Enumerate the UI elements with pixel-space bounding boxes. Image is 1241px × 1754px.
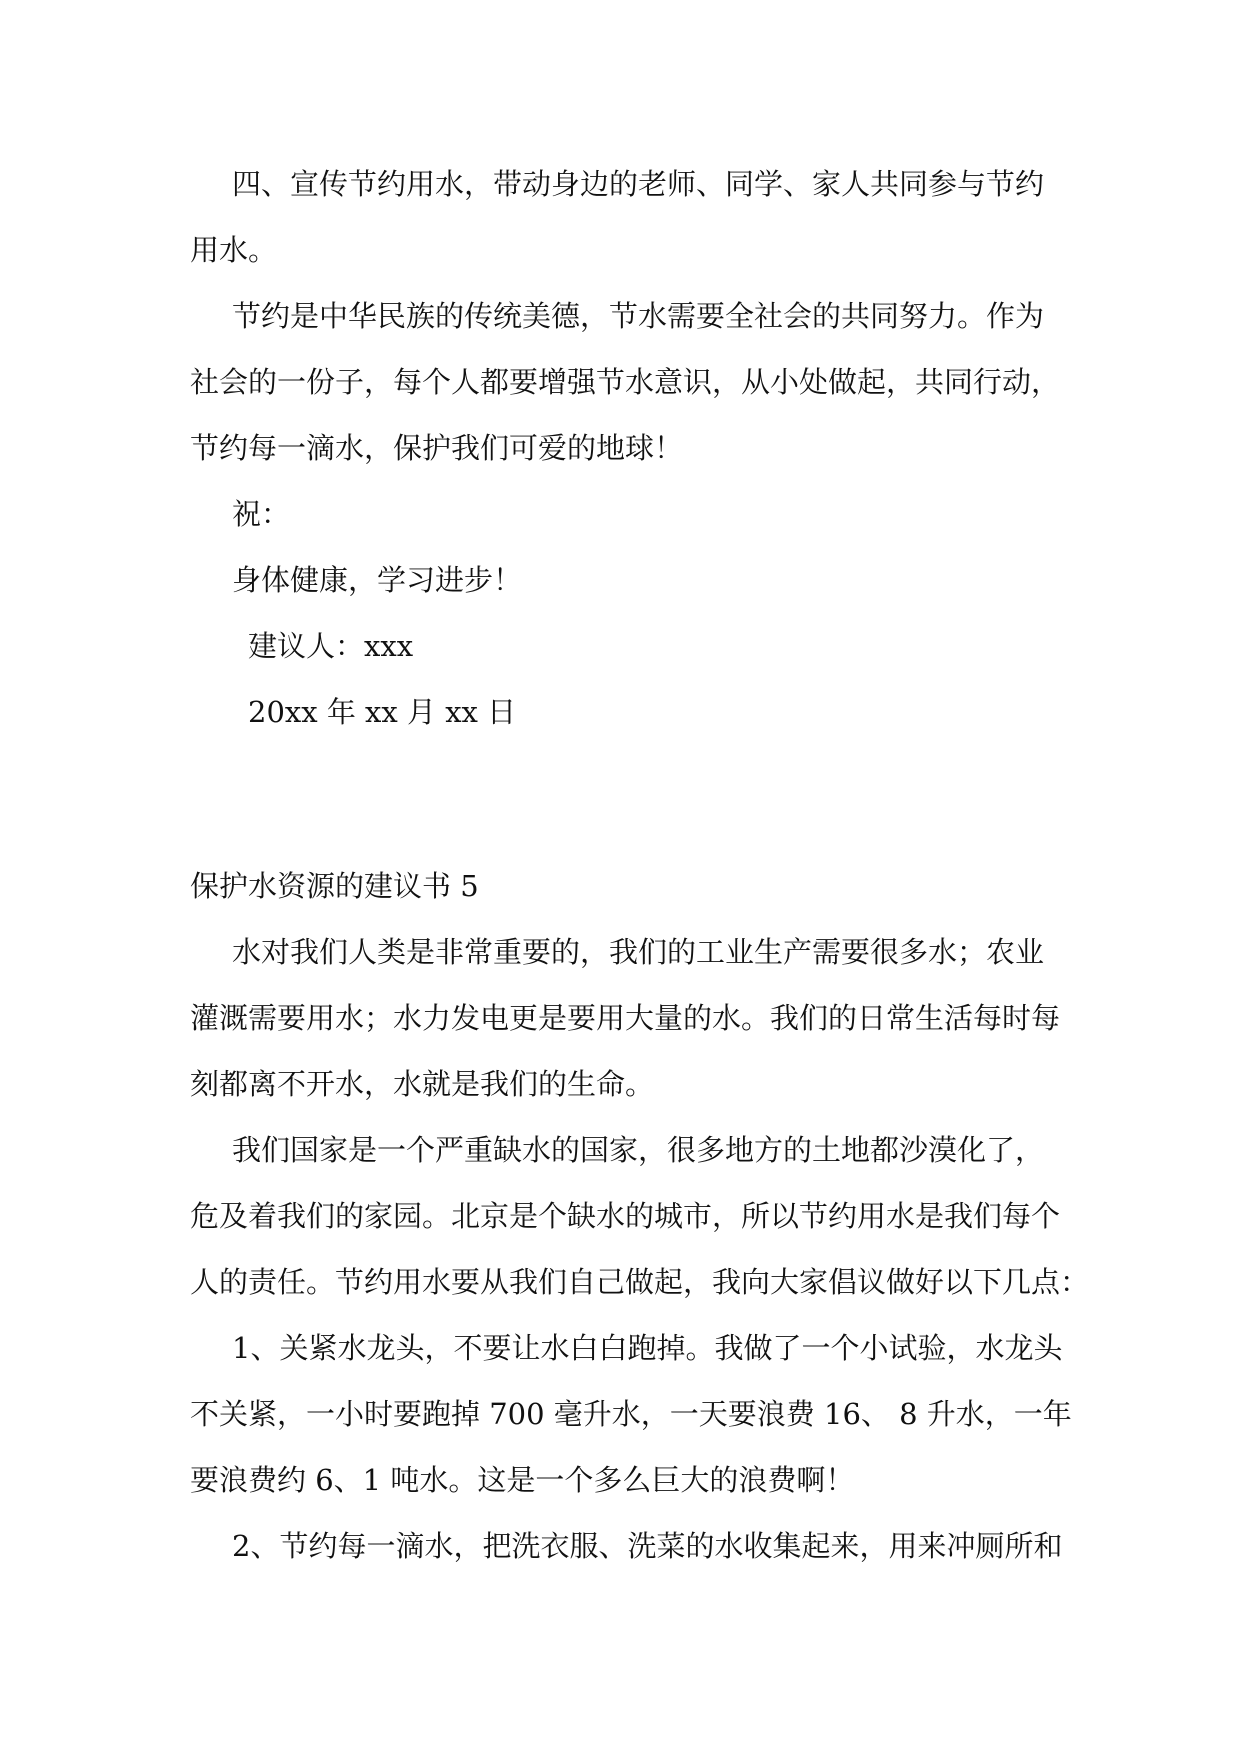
paragraph-water-line-1: 水对我们人类是非常重要的，我们的工业生产需要很多水；农业 (232, 935, 1045, 969)
signature: 建议人：xxx (248, 629, 414, 663)
paragraph-water-line-2: 灌溉需要用水；水力发电更是要用大量的水。我们的日常生活每时每 (190, 1001, 1061, 1035)
blessing: 身体健康，学习进步！ (232, 563, 523, 597)
closing-paragraph-line-1: 节约是中华民族的传统美德，节水需要全社会的共同努力。作为 (232, 299, 1045, 333)
closing-paragraph-line-2: 社会的一份子，每个人都要增强节水意识，从小处做起，共同行动， (190, 365, 1061, 399)
point-1-line-3: 要浪费约 6、1 吨水。这是一个多么巨大的浪费啊！ (190, 1463, 855, 1497)
section-title: 保护水资源的建议书 5 (190, 869, 479, 903)
paragraph-country-line-2: 危及着我们的家园。北京是个缺水的城市，所以节约用水是我们每个 (190, 1199, 1061, 1233)
paragraph-4-line-2: 用水。 (190, 233, 278, 267)
closing-paragraph-line-3: 节约每一滴水，保护我们可爱的地球！ (190, 431, 684, 465)
paragraph-country-line-1: 我们国家是一个严重缺水的国家，很多地方的土地都沙漠化了， (232, 1133, 1045, 1167)
date: 20xx 年 xx 月 xx 日 (248, 695, 517, 729)
point-1-line-1: 1、关紧水龙头，不要让水白白跑掉。我做了一个小试验，水龙头 (232, 1331, 1063, 1365)
point-2-line-1: 2、节约每一滴水，把洗衣服、洗菜的水收集起来，用来冲厕所和 (232, 1529, 1063, 1563)
paragraph-4-line-1: 四、宣传节约用水，带动身边的老师、同学、家人共同参与节约 (232, 167, 1045, 201)
paragraph-water-line-3: 刻都离不开水，水就是我们的生命。 (190, 1067, 655, 1101)
salutation: 祝： (232, 497, 291, 531)
paragraph-country-line-3: 人的责任。节约用水要从我们自己做起，我向大家倡议做好以下几点： (190, 1265, 1090, 1299)
point-1-line-2: 不关紧，一小时要跑掉 700 毫升水，一天要浪费 16、 8 升水，一年 (190, 1397, 1072, 1431)
